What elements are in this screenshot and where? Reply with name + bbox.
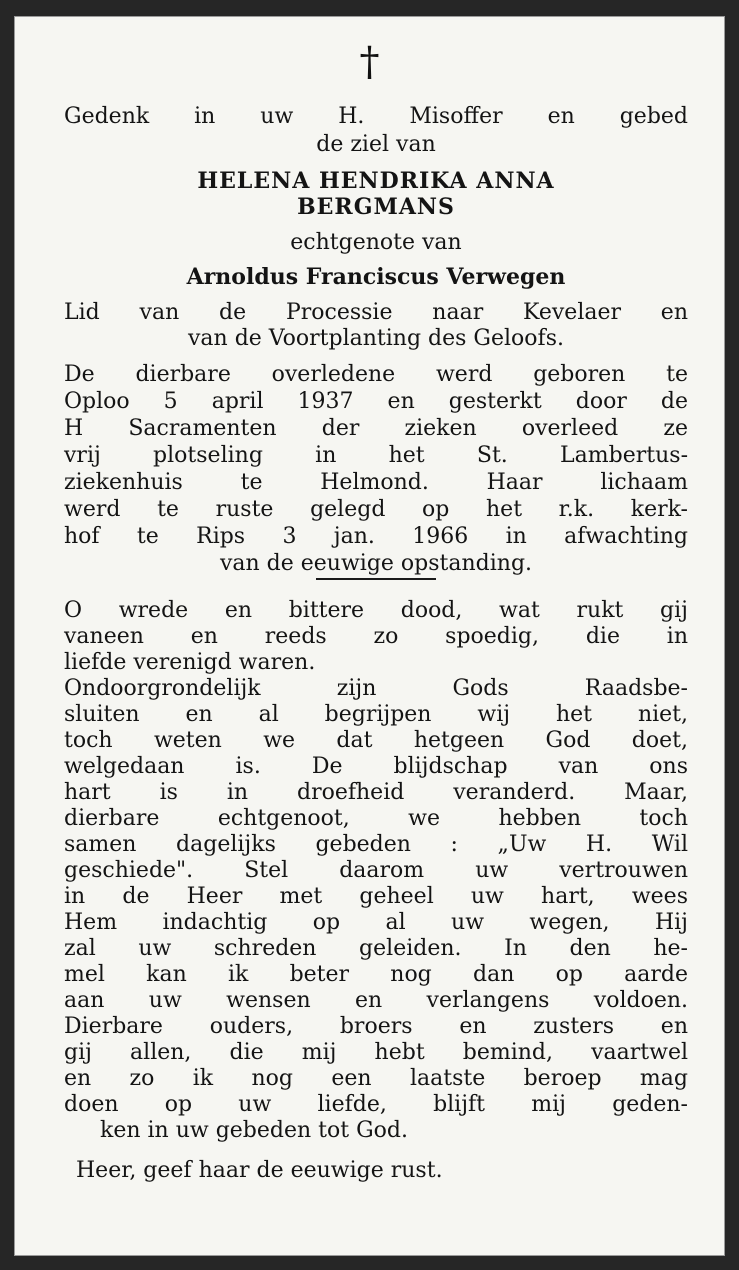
biography-line: vrij plotseling in het St. Lambertus- bbox=[64, 443, 688, 468]
message-line: ken in uw gebeden tot God. bbox=[100, 1118, 408, 1143]
deceased-name: BERGMANS bbox=[297, 194, 455, 220]
membership-line: van de Voortplanting des Geloofs. bbox=[188, 326, 564, 351]
message-line: liefde verenigd waren. bbox=[64, 650, 316, 675]
biography-line: ziekenhuis te Helmond. Haar lichaam bbox=[64, 470, 688, 495]
spouse-name: Arnoldus Franciscus Verwegen bbox=[186, 264, 566, 290]
deceased-name: HELENA HENDRIKA ANNA bbox=[197, 168, 555, 194]
biography-line: H Sacramenten der zieken overleed ze bbox=[64, 416, 688, 441]
message-line: O wrede en bittere dood, wat rukt gij bbox=[64, 598, 688, 623]
message-line: en zo ik nog een laatste beroep mag bbox=[64, 1066, 688, 1091]
message-line: samen dagelijks gebeden : „Uw H. Wil bbox=[64, 832, 688, 857]
message-line: in de Heer met geheel uw hart, wees bbox=[64, 884, 688, 909]
biography-line: van de eeuwige opstanding. bbox=[219, 551, 533, 576]
divider bbox=[316, 578, 436, 580]
biography-line: werd te ruste gelegd op het r.k. kerk- bbox=[64, 497, 688, 522]
closing-prayer: Heer, geef haar de eeuwige rust. bbox=[76, 1158, 443, 1183]
message-line: hart is in droefheid veranderd. Maar, bbox=[64, 780, 688, 805]
message-line: mel kan ik beter nog dan op aarde bbox=[64, 962, 688, 987]
biography-line: hof te Rips 3 jan. 1966 in afwachting bbox=[64, 524, 688, 549]
message-line: welgedaan is. De blijdschap van ons bbox=[64, 754, 688, 779]
biography-line: De dierbare overledene werd geboren te bbox=[64, 362, 688, 387]
message-line: dierbare echtgenoot, we hebben toch bbox=[64, 806, 688, 831]
message-line: zal uw schreden geleiden. In den he- bbox=[64, 936, 688, 961]
message-line: geschiede". Stel daarom uw vertrouwen bbox=[64, 858, 688, 883]
biography-line: Oploo 5 april 1937 en gesterkt door de bbox=[64, 389, 688, 414]
intro-line: de ziel van bbox=[316, 132, 436, 157]
intro-line: Gedenk in uw H. Misoffer en gebed bbox=[64, 104, 688, 129]
cross-icon: † bbox=[359, 39, 380, 85]
message-line: vaneen en reeds zo spoedig, die in bbox=[64, 624, 688, 649]
message-line: Ondoorgrondelijk zijn Gods Raadsbe- bbox=[64, 676, 688, 701]
message-line: doen op uw liefde, blijft mij geden- bbox=[64, 1092, 688, 1117]
message-line: Hem indachtig op al uw wegen, Hij bbox=[64, 910, 688, 935]
message-line: sluiten en al begrijpen wij het niet, bbox=[64, 702, 688, 727]
message-line: Dierbare ouders, broers en zusters en bbox=[64, 1014, 688, 1039]
message-line: aan uw wensen en verlangens voldoen. bbox=[64, 988, 688, 1013]
membership-line: Lid van de Processie naar Kevelaer en bbox=[64, 300, 688, 325]
message-line: gij allen, die mij hebt bemind, vaartwel bbox=[64, 1040, 688, 1065]
message-line: toch weten we dat hetgeen God doet, bbox=[64, 728, 688, 753]
relation-text: echtgenote van bbox=[290, 230, 462, 255]
